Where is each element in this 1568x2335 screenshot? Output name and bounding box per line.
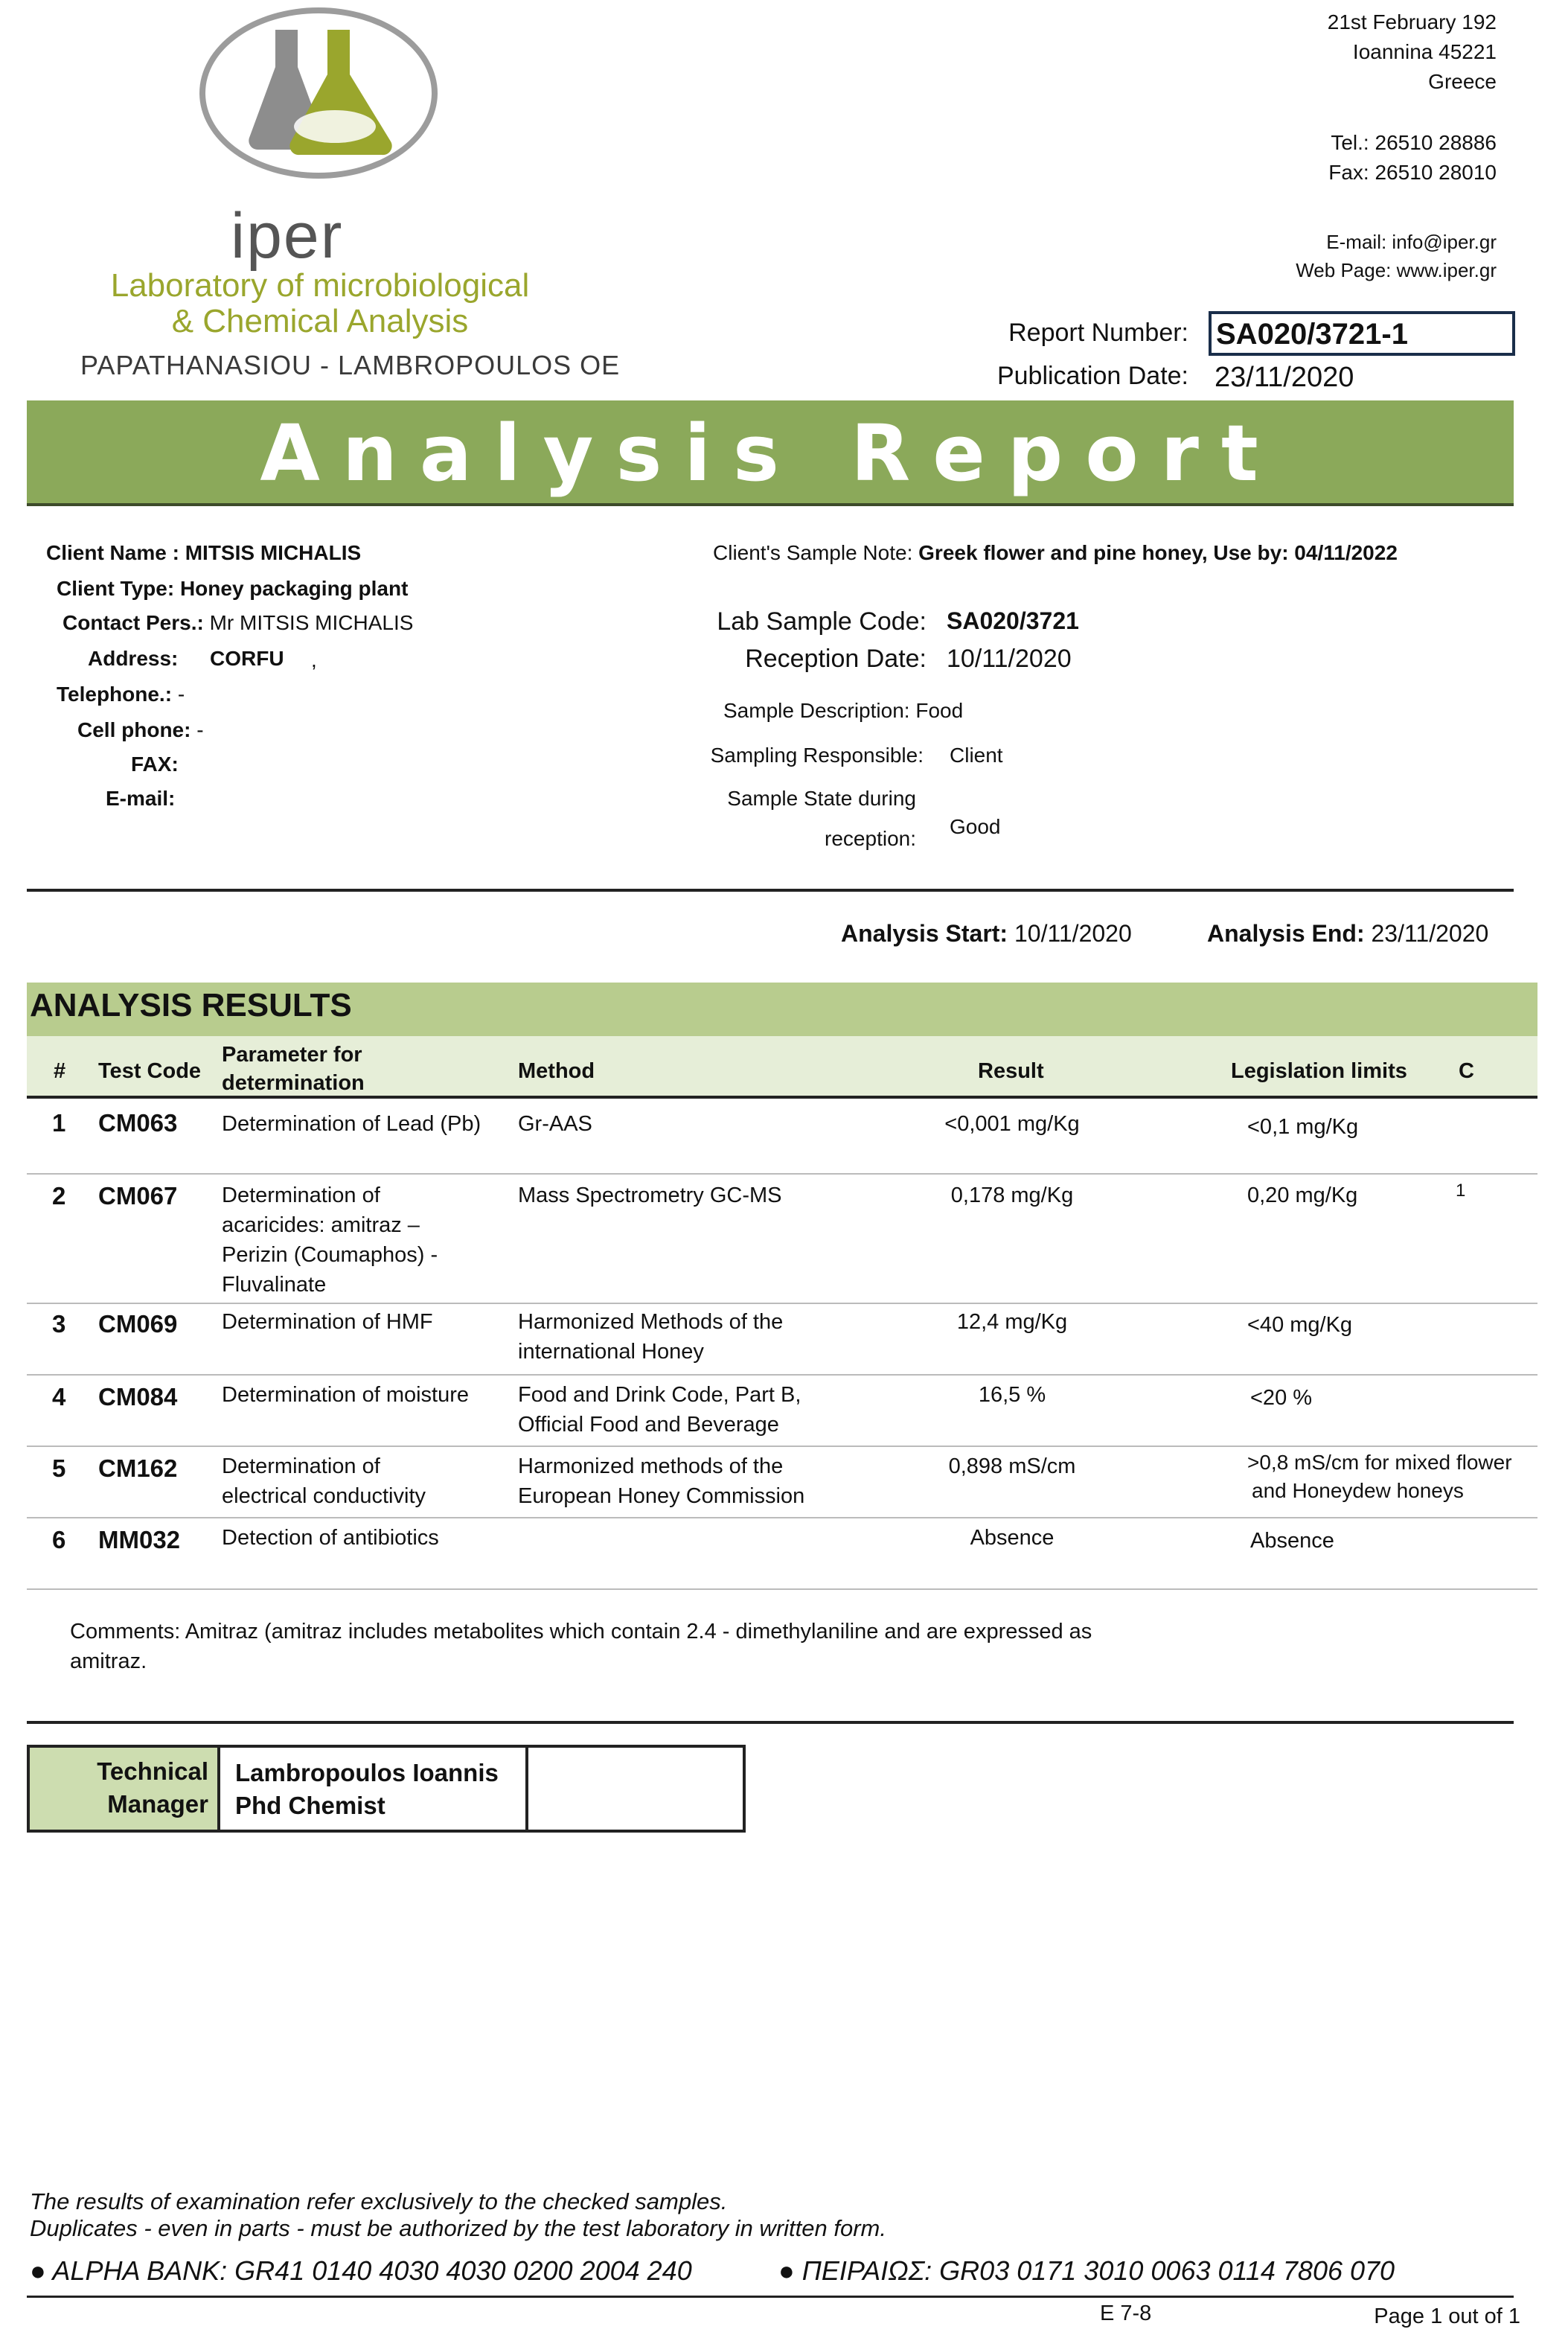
technical-manager-label-line2: Manager: [107, 1790, 208, 1818]
sample-description-label: Sample Description:: [723, 699, 910, 722]
row-6-result: Absence: [970, 1526, 1055, 1550]
technical-manager-name: [235, 1757, 499, 1822]
row-3-num: 3: [52, 1310, 66, 1338]
client-name-row: [46, 540, 361, 566]
reception-date: 10/11/2020: [947, 645, 1072, 673]
sampling-responsible-label: Sampling Responsible:: [710, 744, 924, 767]
analysis-end: 23/11/2020: [1371, 920, 1489, 947]
row-3-limit: <40 mg/Kg: [1247, 1313, 1353, 1337]
cell-value: -: [196, 718, 204, 741]
sample-note: Greek flower and pine honey, Use by: 04/11/2022: [918, 541, 1398, 564]
client-type: Honey packaging plant: [179, 577, 409, 600]
col-legislation-limits: Legislation limits: [1231, 1059, 1407, 1083]
row-5-param-line2: electrical conductivity: [222, 1484, 426, 1508]
row-1-param: Determination of Lead (Pb): [222, 1112, 481, 1136]
row-divider: [27, 1517, 1537, 1518]
manager-name: Lambropoulos Ioannis: [235, 1759, 499, 1786]
analysis-end-label: Analysis End:: [1207, 920, 1365, 947]
address-separator: ,: [311, 648, 317, 671]
cell-row: [77, 718, 204, 743]
row-5-limit-line1: >0,8 mS/cm for mixed flower: [1247, 1451, 1512, 1474]
lab-subtitle-line2: & Chemical Analysis: [171, 303, 469, 339]
row-3-result: 12,4 mg/Kg: [956, 1310, 1068, 1334]
sample-state-label-line2: reception:: [825, 827, 916, 850]
col-result: Result: [978, 1059, 1044, 1083]
row-2-param-line4: Fluvalinate: [222, 1273, 327, 1297]
col-method: Method: [518, 1059, 595, 1083]
report-number: SA020/3721-1: [1209, 311, 1515, 356]
row-6-num: 6: [52, 1526, 66, 1553]
sample-description: Food: [915, 699, 964, 722]
row-divider: [27, 1173, 1537, 1175]
form-code: E 7-8: [1100, 2302, 1152, 2325]
row-5-code: CM162: [98, 1454, 178, 1482]
footer-note-line2: Duplicates - even in parts - must be authorized by the test laboratory in written form.: [30, 2215, 886, 2241]
row-6-param: Detection of antibiotics: [222, 1526, 439, 1550]
sample-note-row: [713, 540, 1398, 566]
row-5-param: [222, 1451, 426, 1511]
col-parameter-line2: determination: [222, 1071, 365, 1095]
lab-logo-name: iper: [231, 200, 344, 272]
telephone-row: [57, 682, 185, 707]
sample-state: Good: [950, 815, 1001, 838]
row-1-limit: <0,1 mg/Kg: [1247, 1115, 1359, 1139]
col-parameter: [222, 1041, 365, 1097]
sample-state-label: [727, 786, 916, 852]
lab-fax: Fax: 26510 28010: [1328, 161, 1497, 184]
row-6-limit: Absence: [1250, 1529, 1334, 1553]
technical-manager-label-line1: Technical: [97, 1757, 208, 1785]
row-4-param: Determination of moisture: [222, 1383, 470, 1407]
row-divider: [27, 1446, 1537, 1447]
bank-alpha: ● ALPHA BANK: GR41 0140 4030 4030 0200 2004 240: [30, 2255, 692, 2286]
row-4-limit: <20 %: [1250, 1386, 1313, 1410]
row-5-limit: [1247, 1448, 1512, 1505]
lab-phone-block: [1328, 128, 1497, 188]
row-5-method: [518, 1451, 804, 1511]
row-2-method: Mass Spectrometry GC-MS: [518, 1184, 782, 1207]
contact-label: Contact Pers.:: [63, 611, 204, 634]
footer-note: [30, 2188, 886, 2242]
row-5-param-line1: Determination of: [222, 1454, 380, 1478]
client-name-label: Client Name :: [46, 541, 179, 564]
row-2-c: 1: [1456, 1181, 1466, 1201]
technical-manager-label: [30, 1748, 220, 1830]
comments-line1: Comments: Amitraz (amitraz includes metabolites which contain 2.4 - dimethylaniline and are expressed as: [70, 1620, 1092, 1644]
results-heading-bar: [27, 983, 1537, 1036]
row-1-result: <0,001 mg/Kg: [944, 1112, 1080, 1136]
contact-person: Mr MITSIS MICHALIS: [209, 611, 414, 634]
reception-date-label: Reception Date:: [745, 645, 927, 673]
flask-logo-icon: [223, 22, 417, 164]
row-5-method-line1: Harmonized methods of the: [518, 1454, 784, 1478]
address-line-1: 21st February 192: [1327, 10, 1497, 33]
row-divider: [27, 1588, 1537, 1590]
lab-subtitle: [89, 268, 551, 339]
publication-date-label: Publication Date:: [996, 362, 1188, 390]
row-4-num: 4: [52, 1383, 66, 1411]
lab-sample-code: SA020/3721: [947, 607, 1079, 634]
comments-divider: [27, 1721, 1514, 1724]
row-2-param-line1: Determination of: [222, 1184, 380, 1207]
lab-web: Web Page: www.iper.gr: [1296, 259, 1497, 281]
row-4-method: [518, 1380, 801, 1440]
contact-row: [63, 610, 413, 636]
client-type-row: [57, 576, 408, 601]
fax-label: FAX:: [131, 753, 179, 776]
row-1-method: Gr-AAS: [518, 1112, 592, 1136]
sampling-responsible: Client: [950, 744, 1003, 767]
col-parameter-line1: Parameter for: [222, 1043, 362, 1067]
lab-owner: PAPATHANASIOU - LAMBROPOULOS OE: [80, 350, 621, 380]
row-2-param-line2: acaricides: amitraz –: [222, 1213, 420, 1237]
footer-note-line1: The results of examination refer exclusively to the checked samples.: [30, 2188, 728, 2214]
comments: [70, 1617, 1092, 1676]
row-3-param: Determination of HMF: [222, 1310, 433, 1334]
sample-note-label: Client's Sample Note:: [713, 541, 913, 564]
lab-subtitle-line1: Laboratory of microbiological: [110, 267, 530, 304]
footer-divider: [27, 2296, 1514, 2298]
lab-address: [1328, 7, 1497, 97]
report-number-label: Report Number:: [1008, 319, 1188, 347]
address-line-3: Greece: [1428, 70, 1497, 93]
row-5-num: 5: [52, 1454, 66, 1482]
sample-state-label-line1: Sample State during: [727, 787, 916, 810]
row-6-code: MM032: [98, 1526, 181, 1553]
row-4-method-line1: Food and Drink Code, Part B,: [518, 1383, 801, 1407]
bank-piraeus: ● ΠΕΙΡΑΙΩΣ: GR03 0171 3010 0063 0114 7806 070: [778, 2255, 1395, 2286]
publication-date: 23/11/2020: [1215, 362, 1354, 393]
client-address: CORFU: [210, 647, 284, 670]
lab-sample-code-label: Lab Sample Code:: [717, 607, 927, 636]
row-2-param-line3: Perizin (Coumaphos) -: [222, 1243, 438, 1267]
report-title: Analysis Report: [260, 408, 1281, 499]
lab-tel: Tel.: 26510 28886: [1331, 131, 1497, 154]
telephone-label: Telephone.:: [57, 683, 173, 706]
row-5-limit-line2: and Honeydew honeys: [1252, 1479, 1464, 1502]
telephone-value: -: [177, 683, 185, 706]
analysis-end-row: [1207, 920, 1488, 948]
row-2-result: 0,178 mg/Kg: [950, 1184, 1074, 1207]
row-1-num: 1: [52, 1109, 66, 1137]
row-3-code: CM069: [98, 1310, 178, 1338]
row-5-method-line2: European Honey Commission: [518, 1484, 805, 1508]
comments-line2: amitraz.: [70, 1649, 147, 1673]
email-label: E-mail:: [106, 787, 176, 810]
row-4-result: 16,5 %: [978, 1383, 1046, 1407]
row-4-code: CM084: [98, 1383, 178, 1411]
page-number: Page 1 out of 1: [1374, 2304, 1520, 2328]
row-2-limit: 0,20 mg/Kg: [1247, 1184, 1358, 1207]
client-type-label: Client Type:: [57, 577, 175, 600]
col-test-code: Test Code: [98, 1059, 202, 1083]
address-label: Address:: [88, 647, 179, 670]
row-divider: [27, 1374, 1537, 1376]
analysis-start-label: Analysis Start:: [841, 920, 1008, 947]
cell-label: Cell phone:: [77, 718, 191, 741]
row-3-method-line1: Harmonized Methods of the: [518, 1310, 784, 1334]
row-1-code: CM063: [98, 1109, 178, 1137]
row-2-num: 2: [52, 1182, 66, 1210]
sample-description-row: [723, 698, 963, 724]
address-line-2: Ioannina 45221: [1352, 40, 1497, 63]
row-5-result: 0,898 mS/cm: [948, 1454, 1076, 1478]
client-name: MITSIS MICHALIS: [185, 541, 362, 564]
analysis-start-row: [841, 920, 1132, 948]
signature-cell-divider: [525, 1748, 528, 1830]
row-divider: [27, 1303, 1537, 1304]
col-c: C: [1459, 1059, 1474, 1083]
col-num: #: [54, 1059, 66, 1083]
lab-web-block: [1296, 228, 1497, 284]
row-3-method: [518, 1307, 783, 1367]
results-heading: ANALYSIS RESULTS: [30, 987, 352, 1023]
lab-email: E-mail: info@iper.gr: [1326, 231, 1497, 253]
manager-title: Phd Chemist: [235, 1792, 385, 1819]
analysis-start: 10/11/2020: [1014, 920, 1132, 947]
row-4-method-line2: Official Food and Beverage: [518, 1413, 779, 1437]
row-3-method-line2: international Honey: [518, 1340, 704, 1364]
row-2-code: CM067: [98, 1182, 178, 1210]
section-divider: [27, 889, 1514, 892]
row-2-param: [222, 1181, 438, 1300]
